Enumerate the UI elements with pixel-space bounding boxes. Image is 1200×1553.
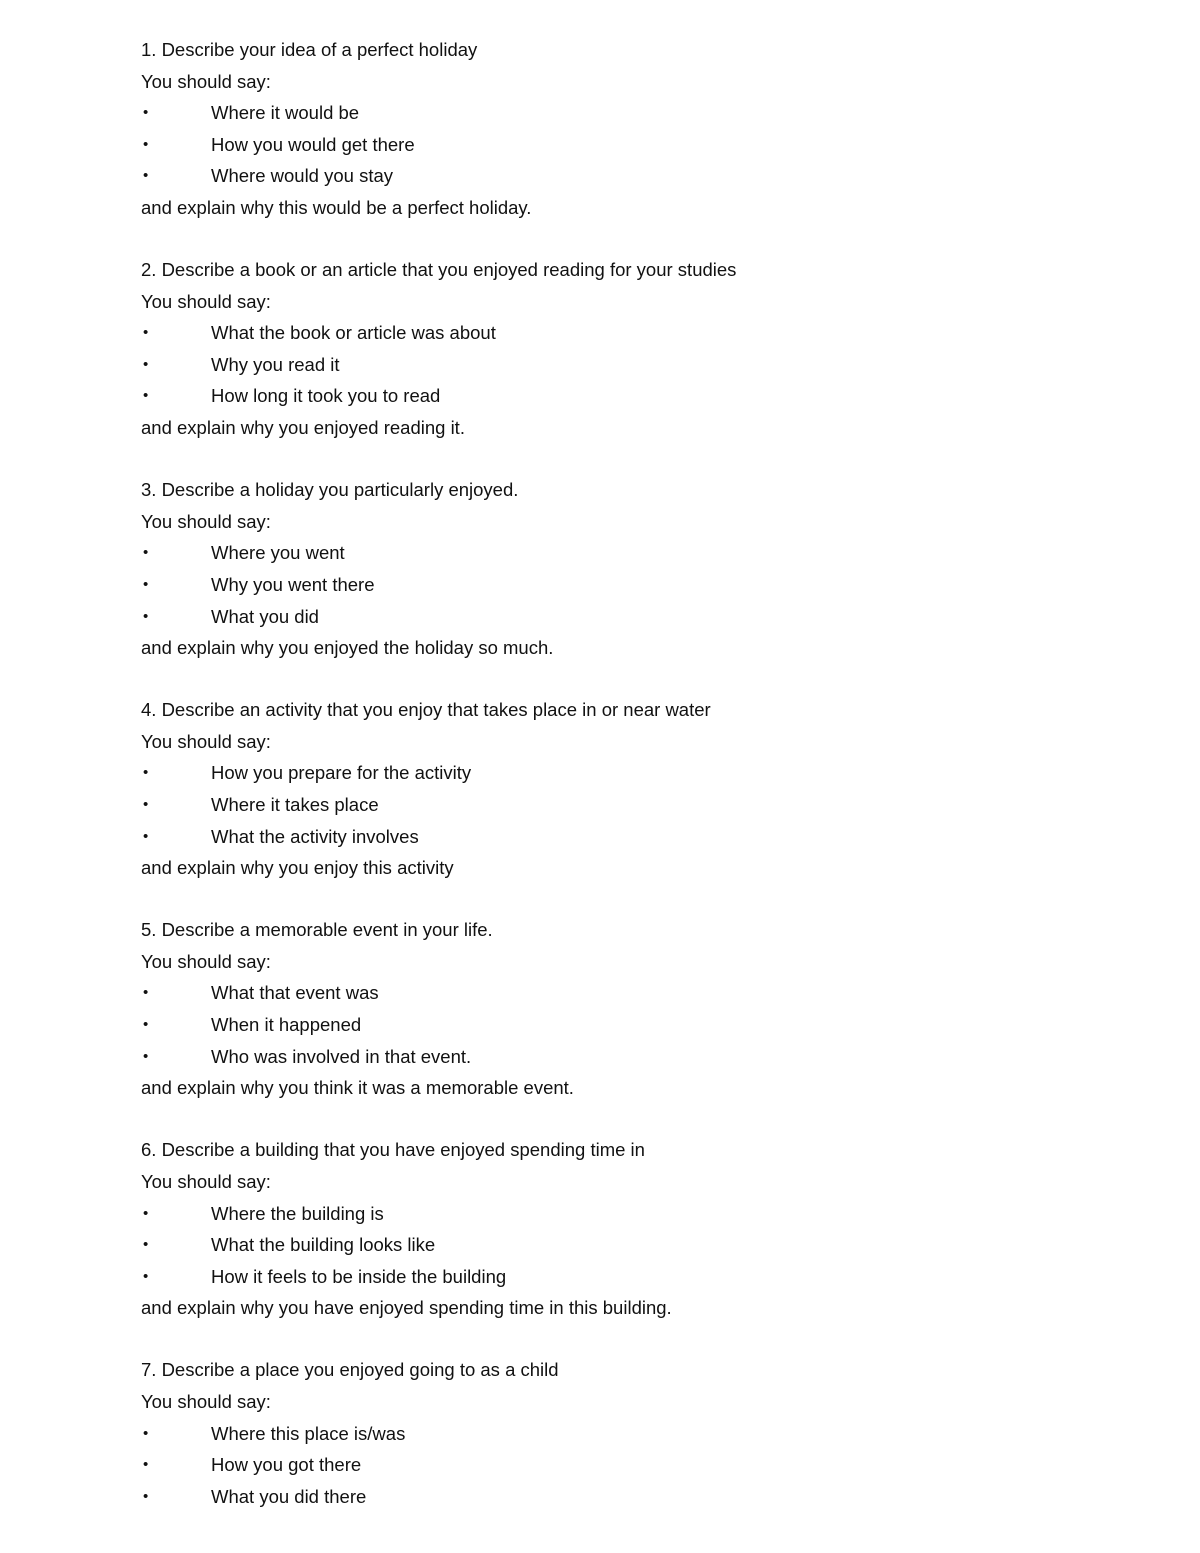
bullet-icon: • bbox=[143, 1456, 149, 1474]
bullet-icon: • bbox=[143, 764, 149, 782]
bullet-text: Where would you stay bbox=[211, 165, 394, 187]
topic-title: 5. Describe a memorable event in your life. bbox=[141, 919, 493, 941]
bullet-icon: • bbox=[143, 1047, 149, 1065]
bullet-text: When it happened bbox=[211, 1014, 362, 1036]
topic-prompt: You should say: bbox=[141, 1390, 271, 1412]
bullet-item bbox=[141, 97, 1141, 129]
topic-title: 4. Describe an activity that you enjoy that takes place in or near water bbox=[141, 699, 711, 721]
bullet-text: Where the building is bbox=[211, 1202, 384, 1224]
topic-5 bbox=[141, 914, 1141, 1104]
bullet-item bbox=[141, 380, 1141, 412]
bullet-text: What the activity involves bbox=[211, 825, 419, 847]
bullet-icon: • bbox=[143, 827, 149, 845]
bullet-icon: • bbox=[143, 984, 149, 1002]
bullet-item bbox=[141, 160, 1141, 192]
bullet-item bbox=[141, 1481, 1141, 1513]
bullet-icon: • bbox=[143, 795, 149, 813]
bullet-icon: • bbox=[143, 1424, 149, 1442]
bullet-text: How you prepare for the activity bbox=[211, 762, 472, 784]
topic-title: 2. Describe a book or an article that you enjoyed reading for your studies bbox=[141, 259, 737, 281]
bullet-item bbox=[141, 977, 1141, 1009]
bullet-text: Where you went bbox=[211, 542, 345, 564]
bullet-icon: • bbox=[143, 135, 149, 153]
bullet-item bbox=[141, 349, 1141, 381]
bullet-item bbox=[141, 1009, 1141, 1041]
topic-prompt: You should say: bbox=[141, 950, 271, 972]
bullet-text: Why you read it bbox=[211, 353, 340, 375]
bullet-text: What the book or article was about bbox=[211, 322, 496, 344]
topic-7 bbox=[141, 1354, 1141, 1512]
topic-closing: and explain why you enjoyed reading it. bbox=[141, 417, 465, 439]
bullet-item bbox=[141, 569, 1141, 601]
topic-closing: and explain why this would be a perfect holiday. bbox=[141, 196, 532, 218]
topic-2 bbox=[141, 254, 1141, 444]
topic-4 bbox=[141, 694, 1141, 884]
bullet-icon: • bbox=[143, 355, 149, 373]
bullet-icon: • bbox=[143, 324, 149, 342]
bullet-text: Why you went there bbox=[211, 573, 375, 595]
bullet-text: How long it took you to read bbox=[211, 385, 441, 407]
bullet-icon: • bbox=[143, 544, 149, 562]
topic-1 bbox=[141, 34, 1141, 224]
bullet-icon: • bbox=[143, 1204, 149, 1222]
topic-prompt: You should say: bbox=[141, 510, 271, 532]
bullet-text: Who was involved in that event. bbox=[211, 1045, 472, 1067]
topic-closing: and explain why you have enjoyed spending time in this building. bbox=[141, 1297, 672, 1319]
bullet-text: Where it takes place bbox=[211, 793, 379, 815]
bullet-icon: • bbox=[143, 1267, 149, 1285]
bullet-item bbox=[141, 601, 1141, 633]
topic-title: 7. Describe a place you enjoyed going to as a child bbox=[141, 1359, 559, 1381]
topic-prompt: You should say: bbox=[141, 290, 271, 312]
bullet-item bbox=[141, 1229, 1141, 1261]
bullet-item bbox=[141, 789, 1141, 821]
topic-6 bbox=[141, 1134, 1141, 1324]
bullet-item bbox=[141, 1041, 1141, 1073]
bullet-item bbox=[141, 821, 1141, 853]
bullet-text: What you did there bbox=[211, 1485, 367, 1507]
bullet-item bbox=[141, 1261, 1141, 1293]
document-page bbox=[141, 34, 1141, 1543]
bullet-text: How you got there bbox=[211, 1454, 362, 1476]
bullet-icon: • bbox=[143, 575, 149, 593]
bullet-icon: • bbox=[143, 1016, 149, 1034]
topic-title: 3. Describe a holiday you particularly enjoyed. bbox=[141, 479, 519, 501]
bullet-item bbox=[141, 757, 1141, 789]
topic-title: 1. Describe your idea of a perfect holiday bbox=[141, 39, 478, 60]
topic-closing: and explain why you enjoy this activity bbox=[141, 857, 454, 879]
bullet-text: What you did bbox=[211, 605, 319, 627]
bullet-item bbox=[141, 1198, 1141, 1230]
bullet-icon: • bbox=[143, 1236, 149, 1254]
bullet-item bbox=[141, 1418, 1141, 1450]
bullet-icon: • bbox=[143, 387, 149, 405]
topic-3 bbox=[141, 474, 1141, 664]
bullet-icon: • bbox=[143, 104, 149, 122]
bullet-icon: • bbox=[143, 167, 149, 185]
bullet-icon: • bbox=[143, 607, 149, 625]
bullet-text: Where it would be bbox=[211, 102, 360, 124]
bullet-item bbox=[141, 317, 1141, 349]
bullet-text: How you would get there bbox=[211, 133, 415, 155]
bullet-icon: • bbox=[143, 1487, 149, 1505]
bullet-item bbox=[141, 129, 1141, 161]
topic-closing: and explain why you enjoyed the holiday so much. bbox=[141, 637, 554, 659]
topic-prompt: You should say: bbox=[141, 1170, 271, 1192]
topic-title: 6. Describe a building that you have enjoyed spending time in bbox=[141, 1139, 645, 1161]
topic-prompt: You should say: bbox=[141, 70, 271, 92]
topic-closing: and explain why you think it was a memorable event. bbox=[141, 1077, 574, 1099]
bullet-text: How it feels to be inside the building bbox=[211, 1265, 507, 1287]
bullet-text: What that event was bbox=[211, 982, 379, 1004]
bullet-item bbox=[141, 537, 1141, 569]
bullet-text: What the building looks like bbox=[211, 1234, 436, 1256]
bullet-text: Where this place is/was bbox=[211, 1422, 406, 1444]
bullet-item bbox=[141, 1449, 1141, 1481]
topic-prompt: You should say: bbox=[141, 730, 271, 752]
